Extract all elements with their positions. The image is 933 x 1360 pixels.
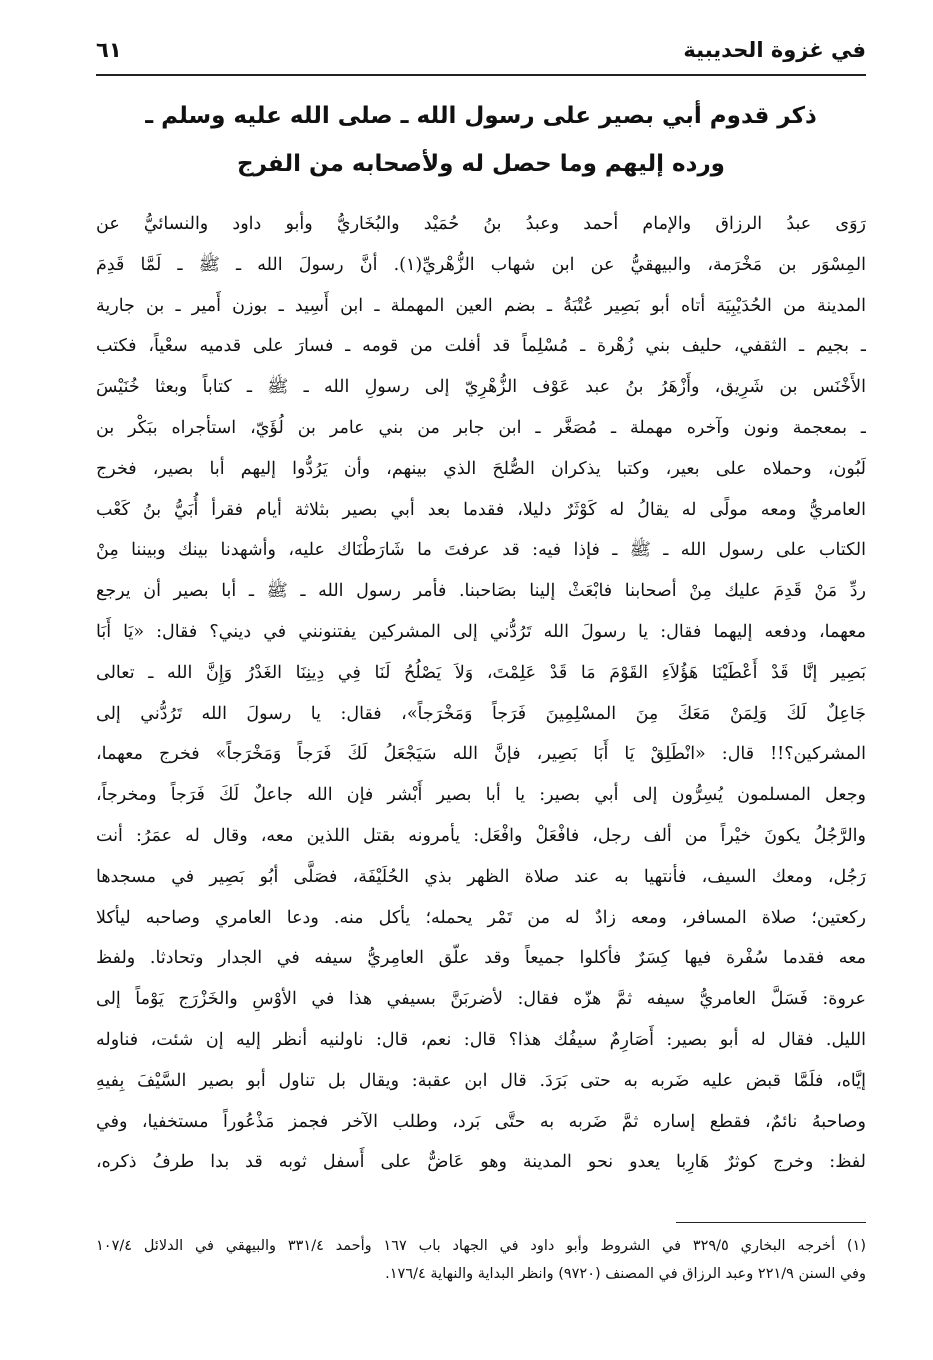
body-line: معه فقدما سُفْرة فيها كِسَرٌ فأكلوا جميعاً وقد علّق العامِريُّ سيفه في الجدار وتحادثا. ولفظ	[96, 948, 866, 969]
body-line: الكتاب على رسول الله ـ ﷺ ـ فإذا فيه: قد عرفتَ ما شَارَطْنَاك عليه، وأشهدنا بينك وبيننا مِنْ	[96, 540, 866, 561]
body-line: عروة: فَسَلَّ العامريُّ سيفه ثمَّ هزّه فقال: لأضربَنَّ بسيفي هذا في الأوْسِ والخَزْرَج يَوْماً إلى	[96, 989, 866, 1010]
body-line: الأَخْنَس بن شَرِيق، وأَزْهَرُ بنُ عبد عَوْف الزُّهْرِيّ إلى رسولِ الله ـ ﷺ ـ كتاباً وبعثا خُنَيْسَ	[96, 377, 866, 398]
body-line: رَوَى عبدُ الرزاق والإمام أحمد وعبدُ بنُ حُمَيْد والبُخَاريُّ وأبو داود والنسائيُّ عن	[96, 214, 866, 234]
body-line: وجعل المسلمون يُسِرُّون إلى أبي بصير: يا أبا بصير أَبْشر فإن الله جاعلٌ لَكَ فَرَجاً ومخرجاً،	[96, 785, 866, 806]
body-line: بَصِير إنَّا قَدْ أَعْطَيْنَا هَؤُلاَءِ القَوْمَ مَا قَدْ عَلِمْتَ، وَلاَ يَصْلُحُ لَنَا فِي دِينِنَا الغَدْرُ وَإِنَّ الله ـ تعالى	[96, 662, 866, 683]
body-line: المِسْوَر بن مَخْرَمة، والبيهقيُّ عن ابن شهاب الزُّهْريِّ(١). أنَّ رسولَ الله ـ ﷺ ـ لَمَّا قَدِمَ	[96, 254, 866, 275]
body-line: ردِّ مَنْ قَدِمَ عليك مِنْ أصحابنا فابْعَثْ إلينا بصَاحبنا. فأمر رسول الله ـ ﷺ ـ أبا بصير أن يرجع	[96, 581, 866, 602]
footnote-line-1: (١) أخرجه البخاري ٣٢٩/٥ في الشروط وأبو داود في الجهاد باب ١٦٧ وأحمد ٣٣١/٤ والبيهقي في الدلائل ١٠٧/٤	[96, 1238, 866, 1254]
body-line: لفظ: وخرج كوثرٌ هَارِبا يعدو نحو المدينة وهو عَاضٌّ على أَسفل ثوبه قد بدا طرفُ ذكره،	[96, 1152, 866, 1173]
body-line: ـ بجيم ـ الثقفي، حليف بني زُهْرة ـ مُسْلِماً قد أفلت من قومه ـ فسارَ على قدميه سعْياً، فكتب	[96, 336, 866, 357]
footnotes	[96, 1232, 866, 1288]
body-line: الليل. فقال له أبو بصير: أَصَارِمٌ سيفُك هذا؟ قال: نعم، قال: ناولنيه أنظر إليه إن شئت، فناوله	[96, 1029, 866, 1050]
body-line: إيَّاه، فلَمَّا قبض عليه ضَربه به حتى بَرَدَ. قال ابن عقبة: ويقال بل تناول أبو بصير السَّيْفَ بِفيهِ	[96, 1070, 866, 1091]
body-line: والرَّجُلُ يكونَ خيْراً من ألف رجل، فافْعَلْ وافْعَل: يأمرونه بقتل اللذين معه، وقال له عمَرُ: أنت	[96, 825, 866, 846]
body-line: ـ بمعجمة ونون وآخره مهملة ـ مُصَغَّر ـ ابن جابر من بني عامر بن لُؤَيّ، استأجراه ببَكْر بن	[96, 417, 866, 438]
header-divider	[96, 74, 866, 76]
body-line: لَبُون، وحملاه على بعير، وكتبا يذكران الصُّلحَ الذي بينهم، وأن يَرُدُّوا إليهم أبا بصير، فخرج	[96, 458, 866, 479]
body-line: المدينة من الحُدَيْبِيَة أتاه أبو بَصِير عُتْبَةُ ـ بضم العين المهملة ـ ابن أَسِيد ـ بوزن أَمير ـ بن جارية	[96, 295, 866, 316]
body-line: وصاحبهُ نائمٌ، فقطع إساره ثمَّ ضَربه به حتَّى بَرد، وطلب الآخر فجمز مَذْعُوراً مستخفيا، وفي	[96, 1111, 866, 1132]
page-header	[96, 30, 866, 74]
footnote-line-2: وفي السنن ٢٢١/٩ وعبد الرزاق في المصنف (٩٧٢٠) وانظر البداية والنهاية ١٧٦/٤.	[385, 1266, 866, 1282]
page-number: ٦١	[96, 38, 122, 62]
body-line: جَاعِلٌ لَكَ وَلِمَنْ مَعَكَ مِنَ المسْلِمِينَ فَرَجاً وَمَخْرَجاً»، فقال: يا رسولَ الله تَرُدُّني إلى	[96, 703, 866, 724]
body-line: ركعتين؛ صلاة المسافر، ومعه زادٌ له من تَمْر يحمله؛ يأكل منه. ودعا العامري وصاحبه ليأكلا	[96, 907, 866, 928]
body-text	[96, 204, 866, 1183]
heading-line-2: ورده إليهم وما حصل له ولأصحابه من الفرج	[237, 151, 725, 177]
running-title: في غزوة الحديبية	[683, 38, 866, 62]
body-line: العامريُّ ومعه مولًى له يقالُ له كَوْثَرٌ دليلا، فقدما بعد أبي بصير بثلاثة أيام فقرأ أُبَيُّ بنُ كَعْب	[96, 499, 866, 520]
heading-line-1: ذكر قدوم أبي بصير على رسول الله ـ صلى الله عليه وسلم ـ	[145, 103, 817, 129]
body-line: رَجُل، ومعك السيف، فأنتهيا به عند صلاة الظهر بذي الحُلَيْفَة، فصَلَّى أبُو بَصِير في مسجدها	[96, 866, 866, 887]
body-line: معهما، ودفعه إليهما فقال: يا رسولَ الله تَرُدُّني إلى المشركين يفتنونني في ديني؟ فقال: «يَا أَبَا	[96, 621, 866, 642]
body-line: المشركين؟!! قال: «انْطَلِقْ يَا أَبَا بَصِير، فإنَّ الله سَيَجْعَلُ لَكَ فَرَجاً وَمَخْرَجاً» فخرج معهما،	[96, 744, 866, 765]
section-heading	[96, 92, 866, 188]
footnote-divider	[676, 1222, 866, 1223]
